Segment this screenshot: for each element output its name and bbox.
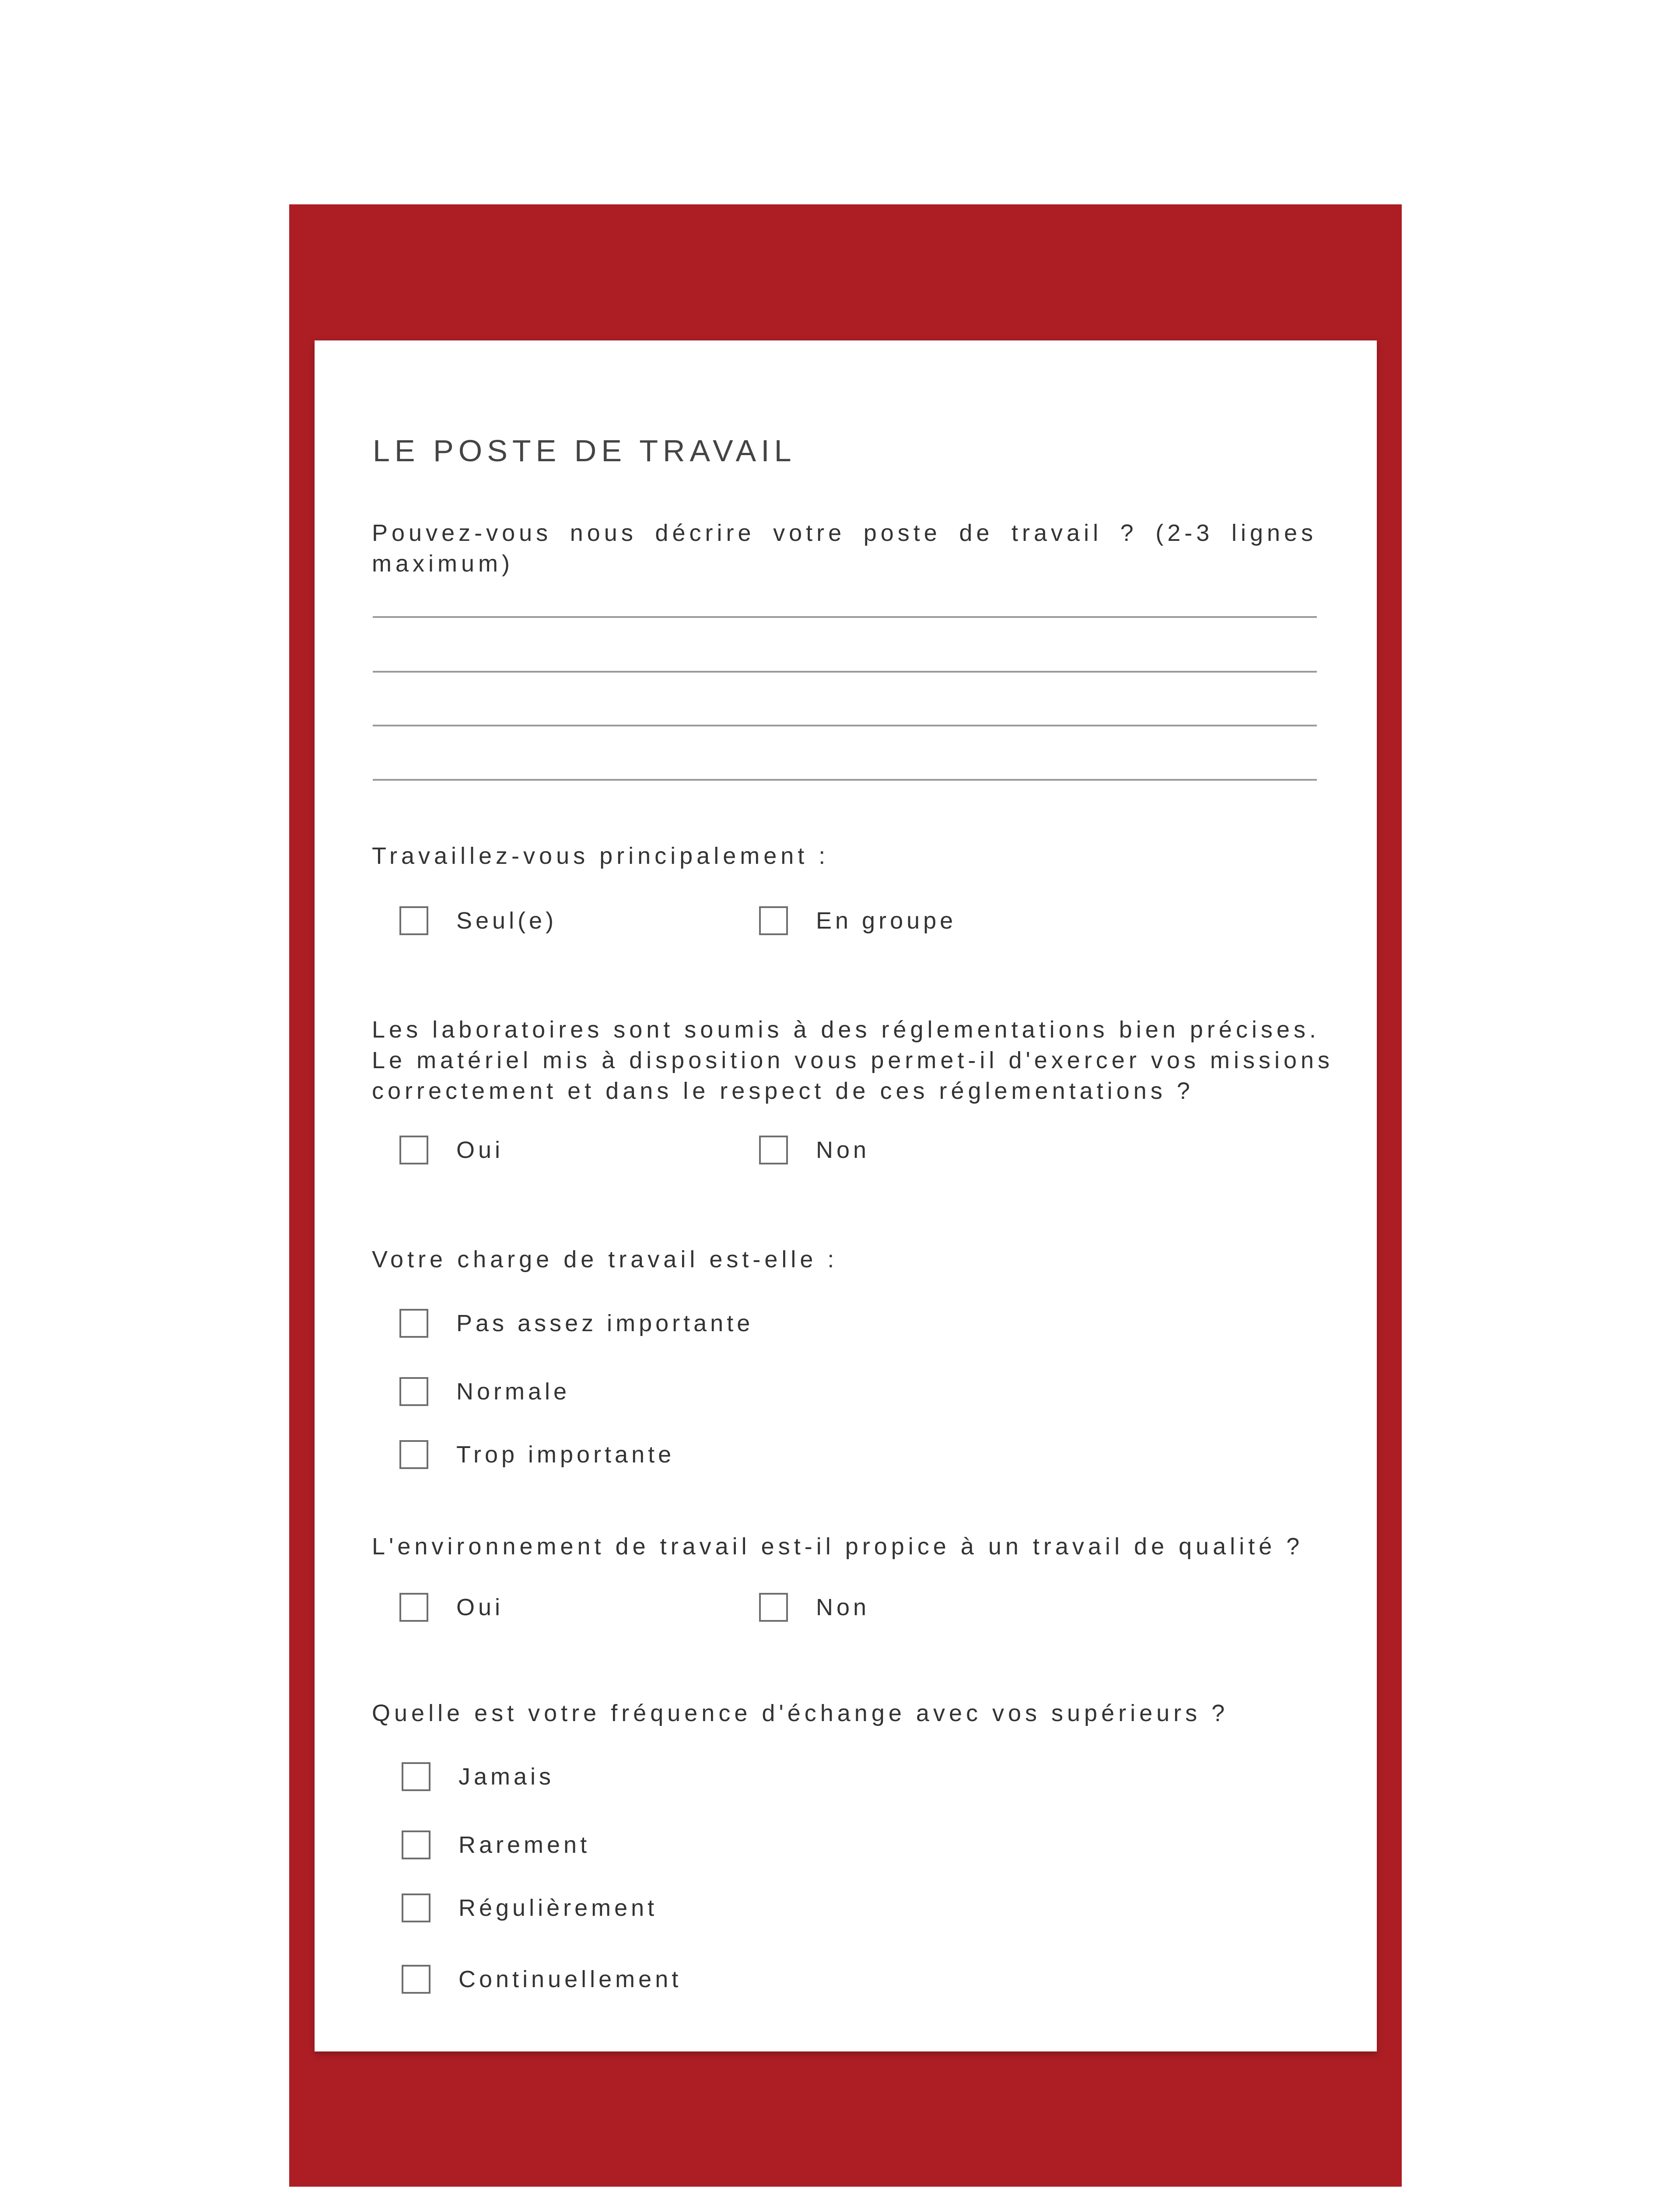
option-environment-oui[interactable] <box>399 1593 504 1622</box>
section-title: LE POSTE DE TRAVAIL <box>373 434 796 468</box>
option-trop-importante[interactable] <box>399 1440 675 1469</box>
checkbox-continuellement[interactable] <box>402 1965 430 1994</box>
checkbox-trop-importante[interactable] <box>399 1440 428 1469</box>
question-equipment-line-2: Le matériel mis à disposition vous permet-il d'exercer vos missions <box>372 1047 1334 1073</box>
option-label-regulierement: Régulièrement <box>458 1895 658 1921</box>
option-label-en-groupe: En groupe <box>816 908 957 934</box>
question-workload: Votre charge de travail est-elle : <box>372 1246 838 1273</box>
option-label-equipment-oui: Oui <box>456 1137 504 1163</box>
option-seul[interactable] <box>399 906 557 935</box>
checkbox-equipment-non[interactable] <box>759 1136 788 1164</box>
checkbox-equipment-oui[interactable] <box>399 1136 428 1164</box>
checkbox-seul[interactable] <box>399 906 428 935</box>
question-environment: L'environnement de travail est-il propice à un travail de qualité ? <box>372 1533 1304 1560</box>
option-label-rarement: Rarement <box>458 1832 591 1858</box>
option-label-pas-assez-importante: Pas assez importante <box>456 1310 754 1336</box>
checkbox-rarement[interactable] <box>402 1830 430 1859</box>
option-rarement[interactable] <box>402 1830 590 1859</box>
checkbox-jamais[interactable] <box>402 1762 430 1791</box>
option-label-normale: Normale <box>456 1378 570 1405</box>
question-equipment-line-3: correctement et dans le respect de ces réglementations ? <box>372 1078 1194 1104</box>
option-label-environment-oui: Oui <box>456 1594 504 1620</box>
option-label-continuellement: Continuellement <box>458 1966 682 1992</box>
option-equipment-oui[interactable] <box>399 1136 504 1164</box>
option-label-jamais: Jamais <box>458 1764 555 1790</box>
option-jamais[interactable] <box>402 1762 554 1791</box>
option-label-equipment-non: Non <box>816 1137 870 1163</box>
option-en-groupe[interactable] <box>759 906 956 935</box>
question-equipment-line-1: Les laboratoires sont soumis à des réglementations bien précises. <box>372 1017 1320 1043</box>
checkbox-en-groupe[interactable] <box>759 906 788 935</box>
option-label-seul: Seul(e) <box>456 908 557 934</box>
answer-line-4[interactable] <box>373 779 1317 781</box>
option-normale[interactable] <box>399 1377 570 1406</box>
answer-line-3[interactable] <box>373 725 1317 726</box>
checkbox-environment-oui[interactable] <box>399 1593 428 1622</box>
answer-line-1[interactable] <box>373 616 1317 618</box>
option-pas-assez-importante[interactable] <box>399 1309 753 1338</box>
option-continuellement[interactable] <box>402 1965 682 1994</box>
question-frequency: Quelle est votre fréquence d'échange avec vos supérieurs ? <box>372 1700 1229 1726</box>
option-label-trop-importante: Trop importante <box>456 1441 675 1468</box>
checkbox-regulierement[interactable] <box>402 1893 430 1922</box>
answer-line-2[interactable] <box>373 671 1317 673</box>
question-work-mode: Travaillez-vous principalement : <box>372 843 830 869</box>
checkbox-normale[interactable] <box>399 1377 428 1406</box>
option-label-environment-non: Non <box>816 1594 870 1620</box>
question-description: Pouvez-vous nous décrire votre poste de travail ? (2-3 lignes maximum) <box>372 520 1317 577</box>
option-regulierement[interactable] <box>402 1893 658 1922</box>
checkbox-environment-non[interactable] <box>759 1593 788 1622</box>
option-equipment-non[interactable] <box>759 1136 870 1164</box>
option-environment-non[interactable] <box>759 1593 870 1622</box>
form-card <box>315 340 1377 2051</box>
checkbox-pas-assez-importante[interactable] <box>399 1309 428 1338</box>
